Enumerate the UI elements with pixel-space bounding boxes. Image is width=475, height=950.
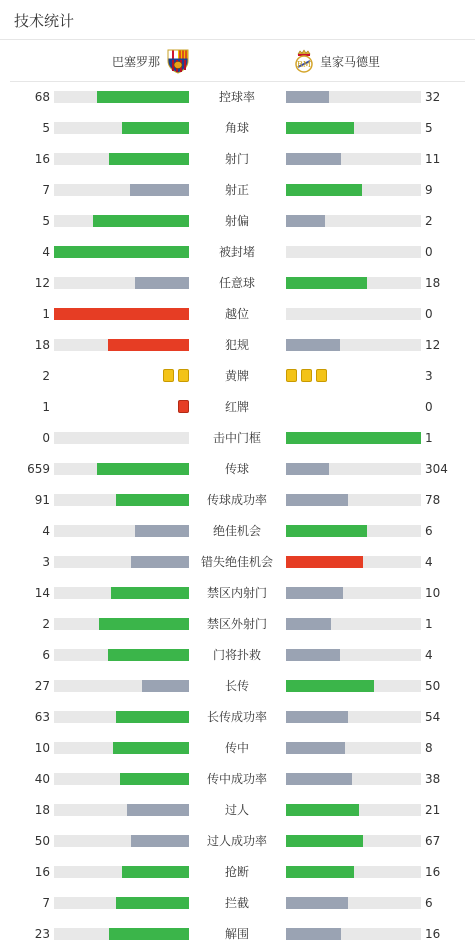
away-value: 3	[425, 369, 433, 383]
home-value: 4	[42, 524, 50, 538]
away-value: 54	[425, 710, 441, 724]
stat-label: 犯规	[224, 338, 249, 352]
away-bar-track	[286, 215, 421, 227]
away-bar-track	[286, 184, 421, 196]
away-value: 0	[425, 400, 433, 414]
stat-label: 过人成功率	[206, 834, 267, 848]
stat-label: 击中门框	[212, 431, 261, 445]
yellow-card-icon	[301, 369, 312, 382]
stat-row	[0, 609, 475, 640]
away-bar-fill	[286, 711, 348, 723]
home-value: 1	[42, 307, 50, 321]
home-bar-fill	[99, 618, 189, 630]
stat-label: 射正	[224, 183, 249, 197]
away-bar-fill	[286, 215, 325, 227]
away-bar-fill	[286, 91, 329, 103]
home-bar-track	[54, 339, 189, 351]
stat-label: 传球成功率	[206, 493, 267, 507]
away-bar-track	[286, 432, 421, 444]
home-bar-track	[54, 928, 189, 940]
stat-row	[0, 299, 475, 330]
away-value: 21	[425, 803, 441, 817]
page-title: 技术统计	[14, 12, 75, 30]
away-bar-track	[286, 277, 421, 289]
home-value: 2	[42, 617, 50, 631]
away-bar-fill	[286, 184, 362, 196]
home-bar-fill	[113, 742, 189, 754]
away-value: 78	[425, 493, 441, 507]
away-bar-fill	[286, 122, 354, 134]
away-bar-track	[286, 246, 421, 258]
home-bar-track	[54, 246, 189, 258]
away-bar-fill	[286, 866, 354, 878]
away-bar-fill	[286, 339, 340, 351]
away-value: 1	[425, 617, 433, 631]
away-value: 18	[425, 276, 441, 290]
away-bar-track	[286, 339, 421, 351]
stat-label: 传中	[224, 741, 249, 755]
away-bar-fill	[286, 680, 374, 692]
home-bar-track	[54, 494, 189, 506]
away-value: 12	[425, 338, 441, 352]
home-bar-track	[54, 835, 189, 847]
home-bar-track	[54, 680, 189, 692]
away-bar-track	[286, 618, 421, 630]
home-value: 6	[42, 648, 50, 662]
home-bar-fill	[122, 866, 190, 878]
home-bar-track	[54, 463, 189, 475]
home-value: 4	[42, 245, 50, 259]
stat-row	[0, 826, 475, 857]
stat-row	[0, 237, 475, 268]
home-value: 659	[27, 462, 50, 476]
home-bar-track	[54, 556, 189, 568]
home-value: 91	[34, 493, 50, 507]
stat-row	[0, 268, 475, 299]
home-value: 10	[34, 741, 50, 755]
away-value: 11	[425, 152, 441, 166]
stats-header	[0, 0, 475, 40]
home-value: 5	[42, 214, 50, 228]
away-bar-track	[286, 587, 421, 599]
stat-row	[0, 454, 475, 485]
stat-label: 长传	[224, 679, 249, 693]
home-bar-track	[54, 804, 189, 816]
stat-label: 绝佳机会	[212, 524, 261, 538]
stat-label: 射门	[224, 152, 249, 166]
home-value: 7	[42, 896, 50, 910]
stats-list	[0, 82, 475, 950]
away-bar-fill	[286, 649, 340, 661]
teams-bar	[0, 40, 475, 82]
home-value: 5	[42, 121, 50, 135]
home-bar-fill	[135, 525, 189, 537]
away-bar-fill	[286, 897, 348, 909]
stat-label: 越位	[224, 307, 249, 321]
red-card-icon	[178, 400, 189, 413]
home-bar-fill	[116, 711, 189, 723]
stat-row	[0, 392, 475, 423]
away-value: 10	[425, 586, 441, 600]
home-bar-fill	[54, 246, 189, 258]
home-bar-fill	[127, 804, 189, 816]
away-bar-track	[286, 91, 421, 103]
home-value: 18	[34, 803, 50, 817]
home-bar-fill	[111, 587, 189, 599]
stat-label: 门将扑救	[212, 648, 261, 662]
home-cards	[163, 369, 189, 382]
real-madrid-crest-icon	[291, 48, 317, 74]
home-bar-fill	[116, 494, 189, 506]
home-cards	[178, 400, 189, 413]
home-value: 16	[34, 152, 50, 166]
away-value: 16	[425, 865, 441, 879]
stat-label: 长传成功率	[206, 710, 267, 724]
away-bar-fill	[286, 525, 367, 537]
stat-row	[0, 888, 475, 919]
away-bar-track	[286, 773, 421, 785]
away-value: 304	[425, 462, 448, 476]
home-team-name: 巴塞罗那	[112, 55, 161, 69]
home-bar-fill	[130, 184, 189, 196]
away-bar-track	[286, 649, 421, 661]
away-bar-fill	[286, 463, 329, 475]
stat-label: 传中成功率	[206, 772, 267, 786]
away-value: 38	[425, 772, 441, 786]
home-value: 40	[34, 772, 50, 786]
home-value: 27	[34, 679, 50, 693]
away-bar-track	[286, 866, 421, 878]
away-bar-track	[286, 494, 421, 506]
home-value: 3	[42, 555, 50, 569]
home-bar-fill	[116, 897, 189, 909]
stat-label: 抢断	[224, 865, 249, 879]
away-team-name: 皇家马德里	[320, 55, 381, 69]
away-value: 32	[425, 90, 441, 104]
stat-row	[0, 733, 475, 764]
home-bar-track	[54, 773, 189, 785]
stat-label: 禁区外射门	[206, 617, 267, 631]
away-value: 4	[425, 555, 433, 569]
away-bar-fill	[286, 153, 341, 165]
away-value: 16	[425, 927, 441, 941]
yellow-card-icon	[286, 369, 297, 382]
away-value: 9	[425, 183, 433, 197]
home-value: 23	[34, 927, 50, 941]
stat-label: 传球	[224, 462, 249, 476]
away-bar-fill	[286, 742, 345, 754]
away-bar-track	[286, 804, 421, 816]
away-bar-track	[286, 556, 421, 568]
stat-row	[0, 361, 475, 392]
stat-label: 任意球	[218, 276, 255, 290]
home-value: 14	[34, 586, 50, 600]
stat-label: 被封堵	[218, 245, 255, 259]
away-bar-fill	[286, 494, 348, 506]
away-bar-track	[286, 308, 421, 320]
yellow-card-icon	[178, 369, 189, 382]
stat-row	[0, 857, 475, 888]
away-value: 2	[425, 214, 433, 228]
home-bar-fill	[131, 835, 189, 847]
away-bar-track	[286, 711, 421, 723]
home-bar-fill	[131, 556, 189, 568]
yellow-card-icon	[316, 369, 327, 382]
home-value: 68	[34, 90, 50, 104]
stat-label: 拦截	[224, 896, 249, 910]
home-bar-fill	[142, 680, 189, 692]
away-value: 50	[425, 679, 441, 693]
home-bar-track	[54, 618, 189, 630]
home-bar-track	[54, 649, 189, 661]
stat-label: 过人	[224, 803, 249, 817]
stat-row	[0, 330, 475, 361]
home-bar-track	[54, 742, 189, 754]
home-bar-track	[54, 184, 189, 196]
svg-text:RM: RM	[296, 60, 312, 69]
away-bar-track	[286, 122, 421, 134]
home-bar-fill	[97, 463, 189, 475]
stat-row	[0, 175, 475, 206]
home-bar-track	[54, 432, 189, 444]
home-bar-track	[54, 525, 189, 537]
stat-label: 红牌	[224, 400, 249, 414]
away-bar-fill	[286, 835, 363, 847]
stat-label: 错失绝佳机会	[200, 555, 273, 569]
home-bar-fill	[108, 339, 189, 351]
home-bar-fill	[93, 215, 189, 227]
stat-row	[0, 206, 475, 237]
away-bar-fill	[286, 928, 341, 940]
away-bar-track	[286, 680, 421, 692]
stat-row	[0, 144, 475, 175]
away-bar-fill	[286, 804, 359, 816]
away-value: 4	[425, 648, 433, 662]
home-value: 63	[34, 710, 50, 724]
stat-label: 黄牌	[224, 369, 249, 383]
home-bar-track	[54, 153, 189, 165]
home-bar-track	[54, 91, 189, 103]
home-bar-fill	[135, 277, 189, 289]
away-bar-fill	[286, 587, 343, 599]
stat-row	[0, 764, 475, 795]
away-bar-track	[286, 153, 421, 165]
away-bar-track	[286, 742, 421, 754]
away-bar-fill	[286, 277, 367, 289]
away-bar-track	[286, 928, 421, 940]
away-bar-track	[286, 525, 421, 537]
away-value: 0	[425, 307, 433, 321]
stat-row	[0, 547, 475, 578]
home-bar-fill	[97, 91, 189, 103]
stat-label: 控球率	[218, 90, 255, 104]
away-bar-track	[286, 897, 421, 909]
stat-row	[0, 578, 475, 609]
stat-label: 角球	[224, 121, 249, 135]
stat-label: 射偏	[224, 214, 249, 228]
stat-label: 禁区内射门	[206, 586, 267, 600]
away-value: 67	[425, 834, 441, 848]
home-bar-fill	[109, 153, 189, 165]
home-value: 50	[34, 834, 50, 848]
stat-row	[0, 113, 475, 144]
away-cards	[286, 369, 327, 382]
away-bar-track	[286, 463, 421, 475]
stat-row	[0, 485, 475, 516]
home-bar-fill	[108, 649, 189, 661]
home-bar-track	[54, 866, 189, 878]
away-bar-fill	[286, 618, 331, 630]
home-bar-track	[54, 897, 189, 909]
home-bar-track	[54, 711, 189, 723]
away-bar-fill	[286, 773, 352, 785]
away-bar-fill	[286, 556, 363, 568]
home-bar-track	[54, 122, 189, 134]
away-value: 6	[425, 896, 433, 910]
stat-row	[0, 919, 475, 950]
home-value: 7	[42, 183, 50, 197]
home-bar-track	[54, 587, 189, 599]
stat-row	[0, 640, 475, 671]
stat-row	[0, 702, 475, 733]
home-bar-fill	[122, 122, 190, 134]
home-value: 12	[34, 276, 50, 290]
away-value: 5	[425, 121, 433, 135]
home-bar-fill	[109, 928, 189, 940]
home-bar-fill	[120, 773, 189, 785]
home-bar-track	[54, 215, 189, 227]
away-value: 0	[425, 245, 433, 259]
stat-label: 解围	[224, 927, 249, 941]
home-value: 16	[34, 865, 50, 879]
home-bar-fill	[54, 308, 189, 320]
barcelona-crest-icon	[165, 48, 191, 74]
away-bar-track	[286, 835, 421, 847]
stat-row	[0, 82, 475, 113]
away-bar-fill	[286, 432, 421, 444]
away-value: 6	[425, 524, 433, 538]
stat-row	[0, 516, 475, 547]
stat-row	[0, 423, 475, 454]
stat-row	[0, 795, 475, 826]
home-value: 2	[42, 369, 50, 383]
stat-row	[0, 671, 475, 702]
away-value: 8	[425, 741, 433, 755]
home-bar-track	[54, 308, 189, 320]
home-bar-track	[54, 277, 189, 289]
yellow-card-icon	[163, 369, 174, 382]
home-value: 1	[42, 400, 50, 414]
home-value: 18	[34, 338, 50, 352]
home-value: 0	[42, 431, 50, 445]
away-value: 1	[425, 431, 433, 445]
